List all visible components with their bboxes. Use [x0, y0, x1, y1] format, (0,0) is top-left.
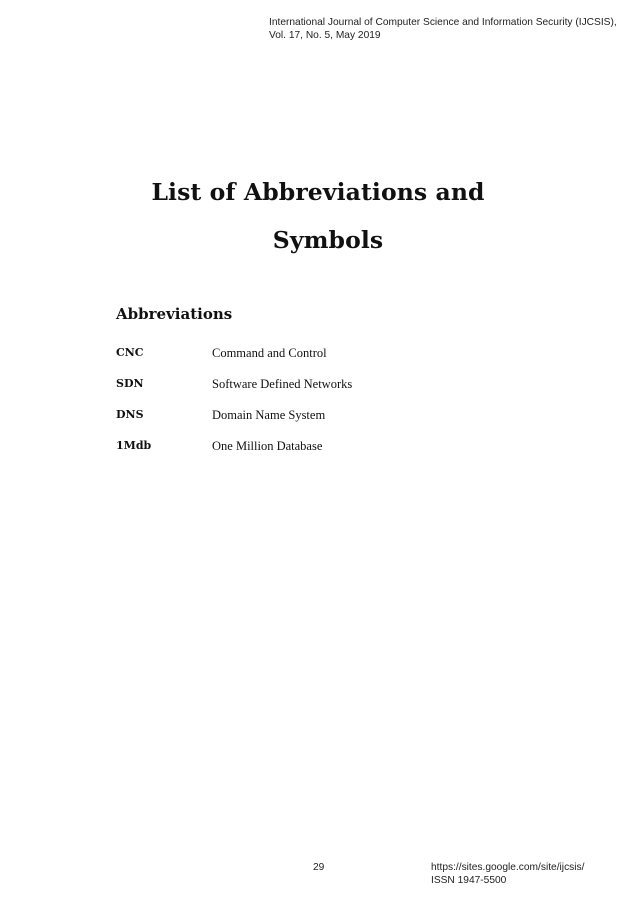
list-item — [116, 406, 536, 437]
list-item — [116, 437, 536, 468]
journal-url: https://sites.google.com/site/ijcsis/ — [431, 862, 585, 873]
abbreviation-term: SDN — [116, 377, 144, 390]
section-heading: Abbreviations — [116, 305, 233, 323]
list-item — [116, 344, 536, 375]
abbreviation-definition: One Million Database — [212, 439, 323, 453]
abbreviation-term: 1Mdb — [116, 439, 152, 452]
page-number: 29 — [313, 862, 325, 873]
journal-header-line1: International Journal of Computer Science and Information Security (IJCSIS), — [269, 17, 617, 28]
abbreviation-definition: Domain Name System — [212, 408, 326, 422]
journal-header-line2: Vol. 17, No. 5, May 2019 — [269, 30, 381, 41]
list-item — [116, 375, 536, 406]
page-title — [0, 168, 638, 264]
abbreviation-list — [116, 344, 536, 468]
journal-footer — [431, 861, 584, 887]
journal-issn: ISSN 1947-5500 — [431, 875, 507, 886]
abbreviation-definition: Software Defined Networks — [212, 377, 353, 391]
abbreviation-definition: Command and Control — [212, 346, 327, 360]
journal-header — [269, 16, 629, 42]
page-title-line1: List of Abbreviations and — [151, 178, 485, 206]
page-title-line2: Symbols — [272, 226, 384, 254]
abbreviation-term: DNS — [116, 408, 144, 421]
abbreviation-term: CNC — [116, 346, 144, 359]
